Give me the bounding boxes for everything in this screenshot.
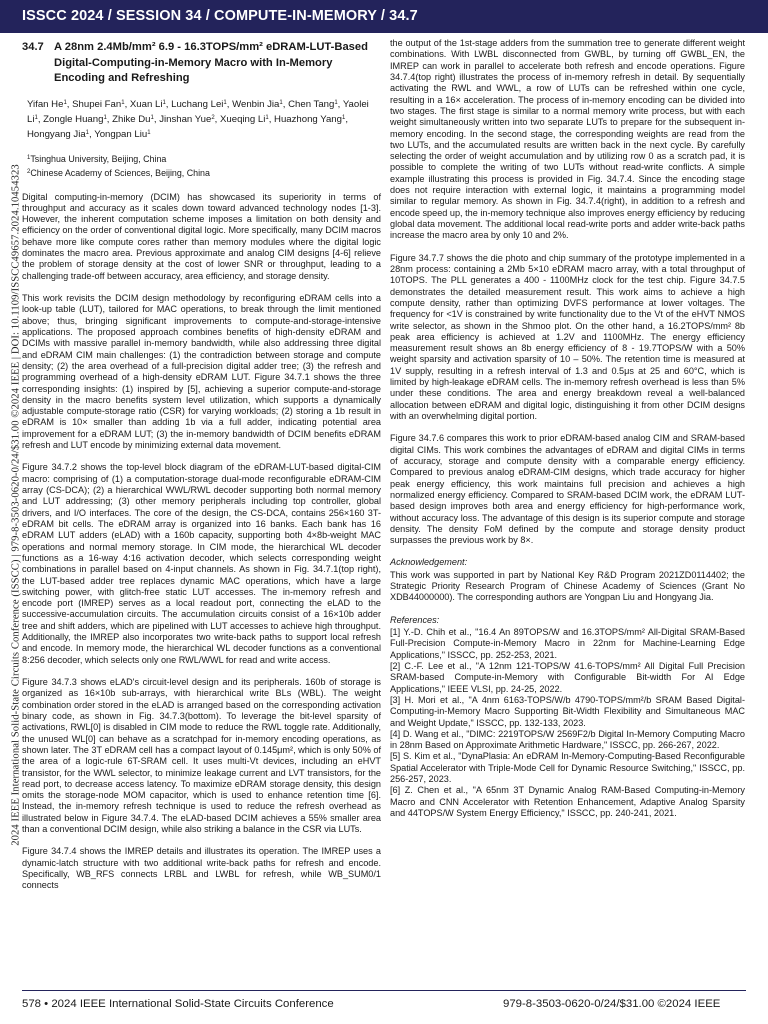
author-name: Shupei Fan xyxy=(72,98,122,110)
reference-item: [1] Y.-D. Chih et al., "16.4 An 89TOPS/W and 16.3TOPS/mm² All-Digital SRAM-Based Full-Precision Compute-in-Memory Macro in 22nm for Machine-Learning Edge Applications," ISSCC, pp. 252-253, 2021. xyxy=(390,627,745,660)
author-affiliation-mark: 1 xyxy=(162,99,166,106)
body-paragraph: Figure 34.7.2 shows the top-level block diagram of the eDRAM-LUT-based digital-CIM macro: comprising of (1) a computation-storage dual-mode reconfigurable eDRAM-CIM array (CS-DCA); (2) a hierarchical WWL/RWL decoder supporting both normal memory and LUT addressing; (3) other memory peripherals including top controller, global drivers, and I/O interfaces. The core of the design, the CS-DCA, contains 256×160 3T-eDRAM bit cells. The eDRAM array is organized into 16 banks. Each bank has 16 eDRAM LUT adders (eLAD) with a 160b capacity, supporting both 4×8b-weight MAC operations and normal memory storage. In CIM mode, the hierarchical WL decoder functions as a 16-way 4:16 activation decoder, which selects corresponding weight combinations in parallel based on 4-input channels. As shown in Fig. 34.7.1(top right), the LUT-based adder tree replaces dynamic MAC operations, which have a large switching power, with glitch-free static LUT accesses. The in-memory refresh and encode port (IMREP) serves as a local readout port, connecting the eLAD to the successive-accumulation circuits. The accumulation circuits consist of a 16×10b adder tree and shift adders, which are pipelined with LUT accesses to achieve high throughput. Additionally, the IMREP also incorporates two write-back paths to support local refresh and encode. In memory mode, the hierarchical WL decoder functions as a conventional 8:256 decoder, which selects only one RWL/WWL for read and write access. xyxy=(22,462,381,665)
paper-title-text: A 28nm 2.4Mb/mm² 6.9 - 16.3TOPS/mm² eDRAM-LUT-Based Digital-Computing-in-Memory Macro with In-Memory Encoding and Refreshing xyxy=(54,41,368,84)
affiliation xyxy=(27,166,381,180)
body-paragraph: Figure 34.7.3 shows eLAD's circuit-level design and its peripherals. 160b of storage is organized as 16×10b sub-arrays, with hierarchical write BLs (WBL). The weight combination order stored in the eLAD is arranged based on the corresponding activation binary code, as shown in Fig. 34.7.3(bottom). To leverage the bit-level sparsity of activations, RWL[0] is disabled in CIM mode to reduce the RWL toggle rate. Additionally, the unused WL[0] can behave as a scratchpad for in-memory encoding operations, as shown later. The 3T eDRAM cell has a compact layout of 0.145μm², which is only 50% of the area of a logic-rule 6T-SRAM cell. It uses multi-Vt devices, including an eHVT transistor, for the WWL selector, to minimize leakage current and LVT transistors, for the read port, to decrease access latency. To maximize eDRAM storage density, this design omits the storage-node MOM capacitor, which is used to enhance retention time [6]. Instead, the in-memory refresh technique is used to reduce the refresh overhead as illustrated below in Figure 34.7.4. The eLAD-based DCIM achieves a 55% smaller area than a conventional DCIM design, while also striking a balance in the CSR via LUTs. xyxy=(22,677,381,835)
author-name: Xueqing Li xyxy=(220,113,266,125)
author-name: Yifan He xyxy=(27,98,64,110)
footer-page-info: 578 • 2024 IEEE International Solid-State Circuits Conference xyxy=(22,998,334,1010)
side-metadata-text: 2024 IEEE International Solid-State Circuits Conference (ISSCC) | 979-8-3503-0620-0/24/$31.00 ©2024 IEEE | DOI: 10.1109/ISSCC49657.2024.10454323 xyxy=(10,164,22,846)
body-paragraph: Figure 34.7.6 compares this work to prior eDRAM-based analog CIM and SRAM-based digital CIMs. This work combines the advantages of eDRAM and digital CIMs in terms of accuracy, storage and compute density with a comparable energy efficiency. Compared to previous analog eDRAM-CIM designs, which trade accuracy for higher peak energy efficiency, this work maintains full precision and achieves a high normalized energy efficiency. Compared to SRAM-based DCIM work, the eDRAM LUT-based design improves both area and energy efficiency for high-performance work, without accuracy loss. The advantage of this design is its superior compute and storage density. The density FoM defined by the compute and storage density product surpasses the previous work by 8×. xyxy=(390,433,745,546)
paper-title xyxy=(22,40,381,87)
affiliation-text: Chinese Academy of Sciences, Beijing, China xyxy=(30,167,210,178)
author-name: Wenbin Jia xyxy=(232,98,280,110)
author-affiliation-mark: 1 xyxy=(150,114,154,121)
author-name: Yaolei Li xyxy=(27,98,369,125)
affiliation xyxy=(27,152,381,166)
reference-item: [3] H. Mori et al., "A 4nm 6163-TOPS/W/b 4790-TOPS/mm²/b SRAM Based Digital-Computing-in-Memory Macro Supporting Bit-Width Flexibility and Simultaneous MAC and Weight Update," ISSCC, pp. 132-133, 2023. xyxy=(390,694,745,728)
session-header-title: ISSCC 2024 / SESSION 34 / COMPUTE-IN-MEMORY / 34.7 xyxy=(22,8,418,24)
right-column xyxy=(390,38,745,819)
acknowledgement-text: This work was supported in part by National Key R&D Program 2021ZD0114402; the Strategic Priority Research Program of Chinese Academy of Sciences (Grant No XDB44000000). The corresponding authors are Yongpan Liu and Hongyang Jia. xyxy=(390,569,745,603)
body-paragraph: Digital computing-in-memory (DCIM) has showcased its superiority in terms of throughput and accuracy as it scales down toward advanced technology nodes [1-3]. However, the inherent computation scheme imposes a limitation on both density and efficiency on the order of conventional digital logic. More specifically, many DCIM macros behave more like compute cores rather than memory modules where the digital logic dominates the macro area. Previous approximate and analog CIM designs [4-6] relieve the problem of storage density at the cost of lower SNR or throughput, leading to a challenging trade-off between accuracy, area efficiency, and storage density. xyxy=(22,191,381,281)
author-affiliation-mark: 1 xyxy=(265,114,269,121)
references-list xyxy=(390,627,745,819)
affiliation-mark: 2 xyxy=(27,168,31,175)
session-header-bar xyxy=(0,0,768,33)
reference-item: [2] C.-F. Lee et al., "A 12nm 121-TOPS/W 41.6-TOPS/mm² All Digital Full Precision SRAM-based Compute-in-Memory with Configurable Bit-width For AI Edge Applications," IEEE VLSI, pp. 24-25, 2022. xyxy=(390,660,745,694)
author-name: Huazhong Yang xyxy=(274,113,342,125)
author-affiliation-mark: 1 xyxy=(279,99,283,106)
author-name: Chen Tang xyxy=(288,98,335,110)
footer-copyright: 979-8-3503-0620-0/24/$31.00 ©2024 IEEE xyxy=(503,998,721,1010)
author-affiliation-mark: 1 xyxy=(85,129,90,136)
reference-item: [4] D. Wang et al., "DIMC: 2219TOPS/W 2569F2/b Digital In-Memory Computing Macro in 28nm Based on Approximate Arithmetic Hardware," ISSCC, pp. 266-267, 2022. xyxy=(390,728,745,751)
author-affiliation-mark: 1 xyxy=(63,99,67,106)
author-affiliation-mark: 1 xyxy=(341,114,346,121)
author-affiliation-mark: 1 xyxy=(147,129,151,136)
author-list: Yifan He$^1$, Shupei Fan$^1$, Xuan Li$^1$, Luchang Lei$^1$, Wenbin Jia$^1$, Chen Tang$^1$, Yaolei Li$^1$, Zongle Huang$^1$, Zhike Du$^1$, Jinshan Yue$^2$, Xueqing Li$^1$, Huazhong Yang$^1$, Hongyang Jia$^1$, Yongpan Liu$^1$ xyxy=(27,98,369,140)
body-paragraph: Figure 34.7.7 shows the die photo and chip summary of the prototype implemented in a 28nm process: containing a 2Mb 5×10 eDRAM macro array, with a total throughput of 10TOPS. The PLL generates a 400 - 1100MHz clock for the test chip. Figure 34.7.5 demonstrates the detailed measurement result. This work aims to achieve a high compute density, rather than optimizing DVFS performance at lower voltages. The frequency for <1V is constrained by write functionality due to the Vt of the eHVT NMOS write selector, as shown in the Shmoo plot. On the other hand, a 16.2TOPS/mm² 8b peak area efficiency is achieved at 1.2V and 1100MHz. The energy efficiency measurement result shows an 8b energy efficiency of 8 - 19.7TOPS/W with a 50% weight sparsity and activation sparsity of 10 – 50%. The retention time is measured at 1V supply, resulting in a refresh interval of 1.3 and 0.5μs at 25 and 60°C, which is limited by high-leakage eDRAM cells. The in-memory refresh overhead is less than 5% under these conditions. The area and energy breakdown reveal a well-balanced allocation between eDRAM and digital logic, distinguishing it from other DCIM designs with an overwhelming digital portion. xyxy=(390,252,745,421)
author-name: Zongle Huang xyxy=(43,113,104,125)
affiliation-text: Tsinghua University, Beijing, China xyxy=(30,153,167,164)
affiliation-list xyxy=(22,152,381,180)
author-affiliation-mark: 1 xyxy=(121,99,125,106)
author-affiliation-mark: 1 xyxy=(103,114,107,121)
paper-number: 34.7 xyxy=(22,41,44,53)
left-column xyxy=(22,40,381,903)
author-name: Yongpan Liu xyxy=(94,128,148,140)
author-name: Jinshan Yue xyxy=(159,113,212,125)
author-affiliation-mark: 2 xyxy=(211,114,215,121)
body-paragraph: This work revisits the DCIM design methodology by reconfiguring eDRAM cells into a look-up table (LUT), tailored for MAC operations, to break through the limit mentioned above; thus, bringing significant improvements to compute-and-storage-intensive applications. The proposed approach combines benefits of high-density eDRAM and DCIMs with massive parallel in-memory bandwidth, while also addressing three digital and eDRAM CIM main challenges: (1) the contradiction between storage and compute density; (2) the area overhead of a full-precision digital adder tree; (3) the refresh and programming overhead of a high-density eDRAM LUT. Figure 34.7.1 shows the three corresponding insights: (1) inspired by [5], achieving a superior compute-and-storage density in the macro benefits system level utilization, which supports a dynamically adjustable compute-storage ratio (CSR) for varying workloads; (2) storing a 1b result in eDRAM is 10× smaller than adding 1b via a full adder, indicating potential area improvement for a eDRAM LUT; (3) the in-memory bandwidth of DCIM benefits eDRAM refresh and LUT encode by minimizing external data movement. xyxy=(22,293,381,451)
reference-item: [5] S. Kim et al., "DynaPlasia: An eDRAM In-Memory-Computing-Based Reconfigurable Spatial Accelerator with Triple-Mode Cell for Dynamic Resource Switching," ISSCC, pp. 256-257, 2023. xyxy=(390,751,745,785)
affiliation-mark: 1 xyxy=(27,154,31,161)
author-affiliation-mark: 1 xyxy=(34,114,38,121)
author-name: Xuan Li xyxy=(129,98,163,110)
body-paragraph: the output of the 1st-stage adders from the summation tree to generate different weight combinations. With LWBL disconnected from GWBL, by turning off GWBL_EN, the IMREP can work in parallel to accelerate both refresh and encode operations. Figure 34.7.4(top right) illustrates the process of in-memory refresh in detail. By sequentially activating the RWL and WWL, a row of LUTs can be refreshed within one cycle, resulting in a 16× acceleration. The process of in-memory encoding can be divided into two stages. The first stage is similar to a normal memory write process, but with each weight simultaneously written into two separate LUTs to prepare for the subsequent in-memory encoding. In the second stage, the corresponding weights are read from the two LUTs, and the accumulated results are written back in the next cycle. By carefully selecting the order of weight accumulation and by utilizing row 0 as a scratch pad, it is possible to complete the writing of two LUTs without read-write conflicts. A simple example illustrating this process is provided in Fig. 34.7.4. Since the encoding stage does not require interaction with external logic, it maintains a programming model similar to regular memory. As shown in Fig. 34.7.4(right), in addition to a refresh and encode speed up, the in-memory technique also improves energy efficiency by reducing global data movement. The additional local read-write ports and adder write-back paths increase the macro area by only 10 and 2%. xyxy=(390,38,745,241)
author-affiliation-mark: 1 xyxy=(334,99,338,106)
acknowledgement-heading: Acknowledgement: xyxy=(390,557,468,568)
reference-item: [6] Z. Chen et al., "A 65nm 3T Dynamic Analog RAM-Based Computing-in-Memory Macro and CNN Accelerator with Retention Enhancement, Adaptive Analog Sparsity and 44TOPS/W System Energy Efficiency," ISSCC, pp. 240-241, 2021. xyxy=(390,785,745,818)
author-name: Luchang Lei xyxy=(171,98,224,110)
body-paragraph: Figure 34.7.4 shows the IMREP details and illustrates its operation. The IMREP uses a dynamic-latch structure with two additional write-back paths for refresh and encode. Specifically, WB_RFS connects LRBL and LWBL for refresh, while WB_SUM0/1 connects xyxy=(22,846,381,891)
footer-divider xyxy=(22,990,746,991)
author-name: Zhike Du xyxy=(112,113,151,125)
author-name: Hongyang Jia xyxy=(27,128,86,140)
author-affiliation-mark: 1 xyxy=(223,99,227,106)
references-heading: References: xyxy=(390,614,440,625)
